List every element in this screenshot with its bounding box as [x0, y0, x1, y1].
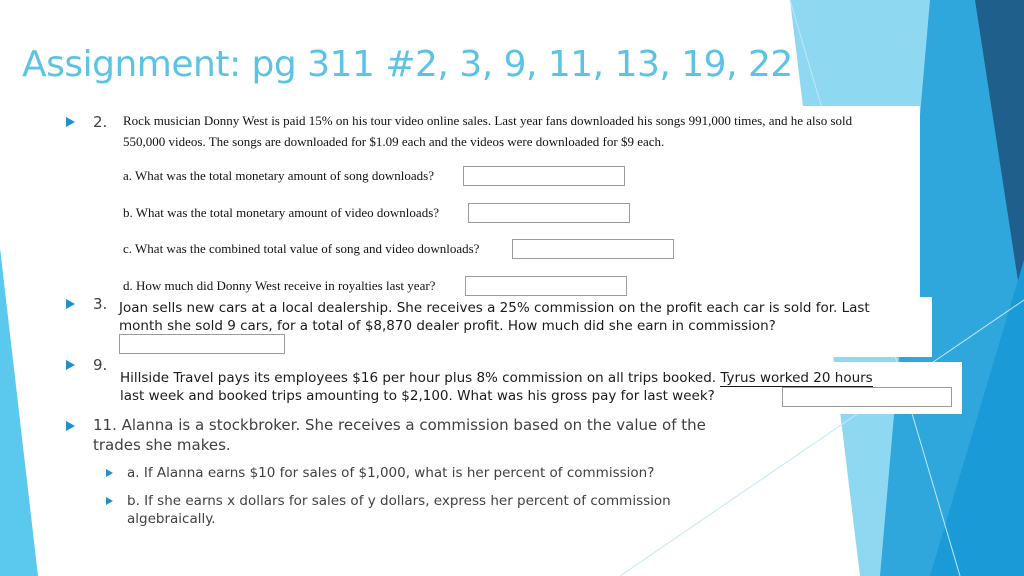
- problem-11-line-2: trades she makes.: [93, 436, 231, 454]
- bullet-icon: [66, 421, 75, 431]
- problem-11a-text: a. If Alanna earns $10 for sales of $1,000, what is her percent of commission?: [127, 465, 655, 481]
- problem-2d-text: d. How much did Donny West receive in royalties last year?: [123, 278, 436, 293]
- bullet-icon: [66, 117, 75, 127]
- problem-11-line-1: 11. Alanna is a stockbroker. She receives a commission based on the value of the: [93, 416, 706, 434]
- problem-3-number: 3.: [93, 295, 108, 313]
- problem-2-number: 2.: [93, 113, 108, 131]
- problem-9-line-1-start: Hillside Travel pays its employees $16 per hour plus 8% commission on all trips booked.: [120, 370, 721, 386]
- answer-2c-field[interactable]: [512, 239, 674, 259]
- problem-11b-line-1: b. If she earns x dollars for sales of y dollars, express her percent of commission: [127, 493, 671, 509]
- problem-9-line-1: [120, 370, 873, 386]
- answer-2b-field[interactable]: [468, 203, 630, 223]
- answer-2a-field[interactable]: [463, 166, 625, 186]
- problem-3-line-2: [119, 318, 776, 334]
- problem-2-line-2: 550,000 videos. The songs are downloaded for $1.09 each and the videos were downloaded for $9 each.: [123, 134, 665, 149]
- problem-9-image-box: [115, 362, 962, 414]
- left-corner-shape: [0, 248, 38, 576]
- answer-9-field[interactable]: [782, 387, 952, 407]
- problem-11-text: [93, 415, 793, 455]
- problem-11b-line-2: algebraically.: [127, 511, 216, 527]
- bullet-icon: [66, 299, 75, 309]
- problem-2-image-box: [115, 106, 920, 298]
- problem-9-underlined-text: Tyrus worked 20 hours: [720, 370, 873, 386]
- problem-2a-text: a. What was the total monetary amount of song downloads?: [123, 168, 434, 183]
- problem-9-number: 9.: [93, 356, 108, 374]
- answer-3-field[interactable]: [119, 334, 285, 354]
- problem-3-underlined-text: month she sold 9 cars: [119, 318, 269, 334]
- problem-3-line-2-rest: , for a total of $8,870 dealer profit. How much did she earn in commission?: [268, 318, 776, 334]
- problem-2b-text: b. What was the total monetary amount of video downloads?: [123, 205, 440, 220]
- problem-2c-text: c. What was the combined total value of song and video downloads?: [123, 241, 480, 256]
- answer-2d-field[interactable]: [465, 276, 627, 296]
- sub-bullet-icon: [106, 497, 113, 505]
- problem-3-line-1: Joan sells new cars at a local dealership. She receives a 25% commission on the profit each car is sold for. Last: [119, 300, 870, 316]
- bullet-icon: [66, 360, 75, 370]
- problem-2-line-1: Rock musician Donny West is paid 15% on his tour video online sales. Last year fans downloaded his songs 991,000 times, and he also sold: [123, 113, 853, 128]
- problem-11b-text: [127, 492, 747, 528]
- problem-3-image-box: [115, 297, 932, 357]
- slide-title: Assignment: pg 311 #2, 3, 9, 11, 13, 19, 22: [22, 44, 793, 85]
- sub-bullet-icon: [106, 469, 113, 477]
- problem-9-line-2: last week and booked trips amounting to $2,100. What was his gross pay for last week?: [120, 388, 715, 404]
